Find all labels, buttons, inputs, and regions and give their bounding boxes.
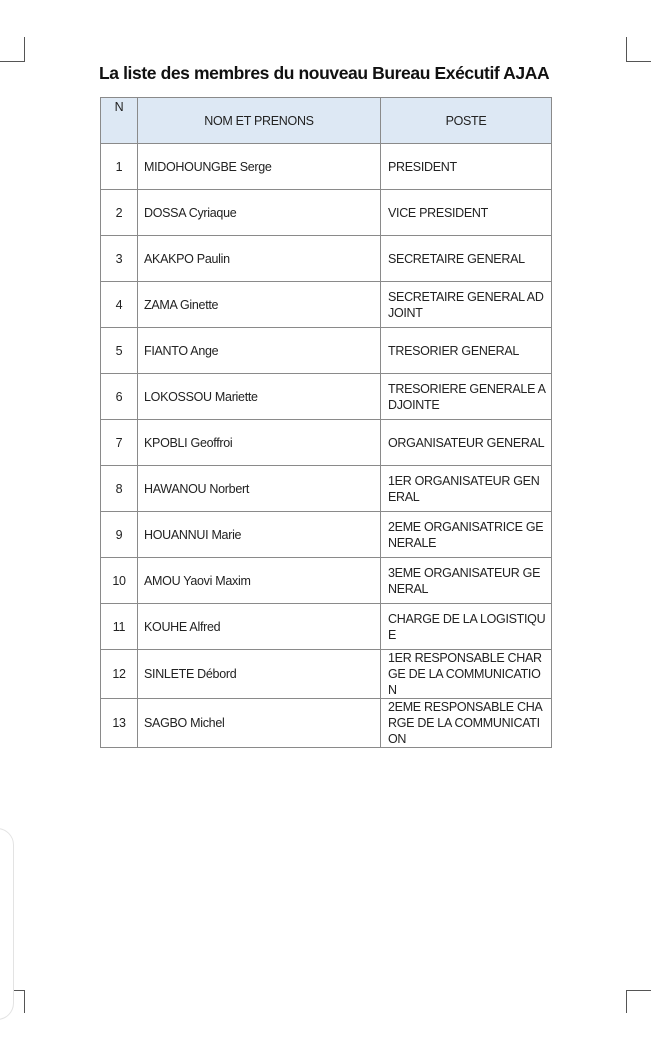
table-row: [101, 558, 552, 604]
header-name: NOM ET PRENONS: [138, 98, 381, 144]
member-name: DOSSA Cyriaque: [138, 190, 381, 236]
table-row: [101, 190, 552, 236]
table-row: [101, 236, 552, 282]
table-header-row: [101, 98, 552, 144]
table-row: [101, 512, 552, 558]
member-name: MIDOHOUNGBE Serge: [138, 144, 381, 190]
member-name: AMOU Yaovi Maxim: [138, 558, 381, 604]
header-number: N: [101, 98, 138, 144]
table-row: [101, 374, 552, 420]
member-post: 1ER RESPONSABLE CHARGE DE LA COMMUNICATION: [381, 650, 552, 699]
member-post: 2EME ORGANISATRICE GENERALE: [381, 512, 552, 558]
member-post: PRESIDENT: [381, 144, 552, 190]
member-name: LOKOSSOU Mariette: [138, 374, 381, 420]
member-post: SECRETAIRE GENERAL: [381, 236, 552, 282]
row-number: 7: [101, 420, 138, 466]
member-post: 3EME ORGANISATEUR GENERAL: [381, 558, 552, 604]
side-panel-handle[interactable]: [0, 828, 14, 1020]
table-row: [101, 144, 552, 190]
member-post: TRESORIERE GENERALE ADJOINTE: [381, 374, 552, 420]
member-post: VICE PRESIDENT: [381, 190, 552, 236]
member-name: SAGBO Michel: [138, 699, 381, 748]
table-row: [101, 282, 552, 328]
member-post: 1ER ORGANISATEUR GENERAL: [381, 466, 552, 512]
table-row: [101, 328, 552, 374]
crop-mark-top-right: [626, 37, 651, 62]
members-table: [100, 97, 552, 748]
table-row: [101, 699, 552, 748]
row-number: 12: [101, 650, 138, 699]
member-post: CHARGE DE LA LOGISTIQUE: [381, 604, 552, 650]
member-post: ORGANISATEUR GENERAL: [381, 420, 552, 466]
member-name: KPOBLI Geoffroi: [138, 420, 381, 466]
member-name: KOUHE Alfred: [138, 604, 381, 650]
row-number: 11: [101, 604, 138, 650]
document-title: La liste des membres du nouveau Bureau Exécutif AJAA: [99, 63, 550, 83]
row-number: 4: [101, 282, 138, 328]
member-post: SECRETAIRE GENERAL ADJOINT: [381, 282, 552, 328]
member-name: HAWANOU Norbert: [138, 466, 381, 512]
row-number: 6: [101, 374, 138, 420]
member-name: ZAMA Ginette: [138, 282, 381, 328]
row-number: 9: [101, 512, 138, 558]
member-name: HOUANNUI Marie: [138, 512, 381, 558]
row-number: 2: [101, 190, 138, 236]
row-number: 13: [101, 699, 138, 748]
member-post: TRESORIER GENERAL: [381, 328, 552, 374]
member-post: 2EME RESPONSABLE CHARGE DE LA COMMUNICATION: [381, 699, 552, 748]
row-number: 1: [101, 144, 138, 190]
member-name: SINLETE Débord: [138, 650, 381, 699]
table-row: [101, 650, 552, 699]
row-number: 8: [101, 466, 138, 512]
member-name: FIANTO Ange: [138, 328, 381, 374]
row-number: 10: [101, 558, 138, 604]
crop-mark-bottom-right: [626, 990, 651, 1013]
header-post: POSTE: [381, 98, 552, 144]
row-number: 3: [101, 236, 138, 282]
row-number: 5: [101, 328, 138, 374]
table-row: [101, 604, 552, 650]
crop-mark-top-left: [0, 37, 25, 62]
table-row: [101, 420, 552, 466]
table-row: [101, 466, 552, 512]
member-name: AKAKPO Paulin: [138, 236, 381, 282]
